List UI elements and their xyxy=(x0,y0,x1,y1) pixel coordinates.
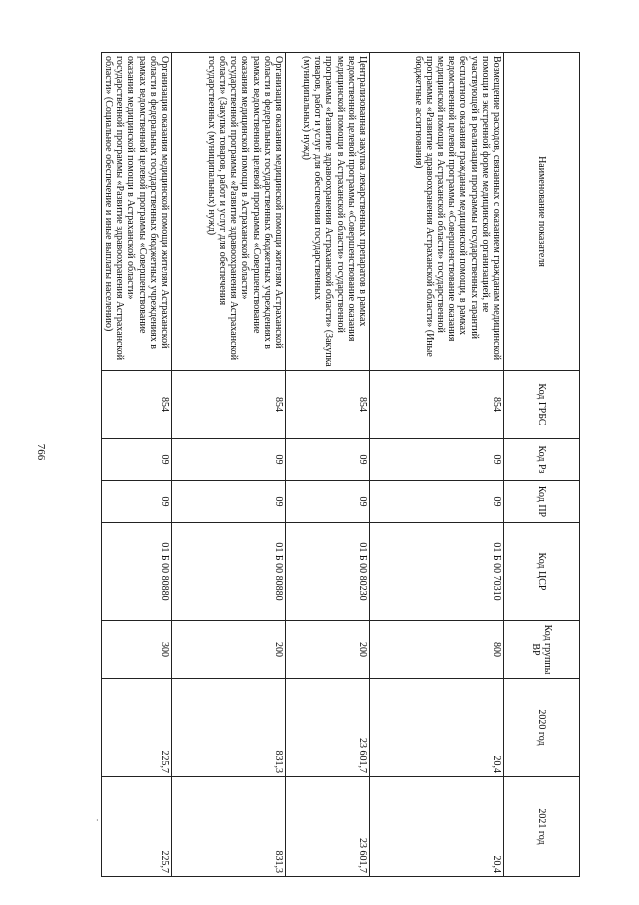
row-vr: 800 xyxy=(370,621,504,679)
row-name: Организация оказания медицинской помощи жителям Астраханской области в федеральных государственных бюджетных учреждениях в рамках ведомственной целевой программы «Совершенствование оказания медицинской помощи в Астраханской области» государственной программы «Развитие здравоохранения Астраханской области» (Закупка товаров, работ и услуг для обеспечения государственных (муниципальных) нужд) xyxy=(172,53,286,371)
table-row xyxy=(101,53,171,877)
row-csr: 01 Б 00 70310 xyxy=(370,523,504,621)
header-grbs: Код ГРБС xyxy=(504,371,580,439)
table-row xyxy=(286,53,370,877)
row-2021: 831,3 xyxy=(172,777,286,877)
row-grbs: 854 xyxy=(172,371,286,439)
header-2021: 2021 год xyxy=(504,777,580,877)
row-name: Организация оказания медицинской помощи жителям Астраханской области в федеральных государственных бюджетных учреждениях в рамках ведомственной целевой программы «Совершенствование оказания медицинской помощи в Астраханской области» государственной программы «Развитие здравоохранения Астраханской области» (Социальное обеспечение и иные выплаты населению) xyxy=(101,53,171,371)
row-name: Централизованная закупка лекарственных препаратов в рамках ведомственной целевой программы «Совершенствование оказания медицинской помощи в Астраханской области» государственной программы «Развитие здравоохранения Астраханской области» (Закупка товаров, работ и услуг для обеспечения государственных (муниципальных) нужд) xyxy=(286,53,370,371)
row-rz: 09 xyxy=(370,439,504,481)
row-pr: 09 xyxy=(172,481,286,523)
row-grbs: 854 xyxy=(286,371,370,439)
budget-table xyxy=(101,52,580,877)
row-csr: 01 Б 00 80230 xyxy=(286,523,370,621)
header-csr: Код ЦСР xyxy=(504,523,580,621)
row-rz: 09 xyxy=(172,439,286,481)
row-2020: 23 601,7 xyxy=(286,679,370,777)
row-pr: 09 xyxy=(101,481,171,523)
margin-mark: · xyxy=(96,816,99,825)
header-pr: Код ПР xyxy=(504,481,580,523)
row-grbs: 854 xyxy=(101,371,171,439)
row-pr: 09 xyxy=(286,481,370,523)
row-2020: 20,4 xyxy=(370,679,504,777)
row-2021: 20,4 xyxy=(370,777,504,877)
row-pr: 09 xyxy=(370,481,504,523)
row-rz: 09 xyxy=(286,439,370,481)
row-grbs: 854 xyxy=(370,371,504,439)
header-row xyxy=(504,53,580,877)
row-csr: 01 Б 00 80880 xyxy=(101,523,171,621)
row-2021: 225,7 xyxy=(101,777,171,877)
row-vr: 200 xyxy=(286,621,370,679)
table-row xyxy=(172,53,286,877)
header-2020: 2020 год xyxy=(504,679,580,777)
row-vr: 200 xyxy=(172,621,286,679)
row-vr: 300 xyxy=(101,621,171,679)
table-row xyxy=(370,53,504,877)
row-2020: 831,3 xyxy=(172,679,286,777)
row-rz: 09 xyxy=(101,439,171,481)
row-name: Возмещение расходов, связанных с оказанием гражданам медицинской помощи в экстренной форме медицинской организацией, не участвующей в реализации программы государственных гарантий бесплатного оказания гражданам медицинской помощи, в рамках ведомственной целевой программы «Совершенствование оказания медицинской помощи в Астраханской области» государственной программы «Развитие здравоохранения Астраханской области» (Иные бюджетные ассигнования) xyxy=(370,53,504,371)
page-number: 766 xyxy=(35,443,47,461)
row-2021: 23 601,7 xyxy=(286,777,370,877)
header-rz: Код Рз xyxy=(504,439,580,481)
rotated-table-container xyxy=(102,52,580,876)
row-csr: 01 Б 00 80880 xyxy=(172,523,286,621)
header-name: Наименование показателя xyxy=(504,53,580,371)
row-2020: 225,7 xyxy=(101,679,171,777)
header-vr: Код группы ВР xyxy=(504,621,580,679)
